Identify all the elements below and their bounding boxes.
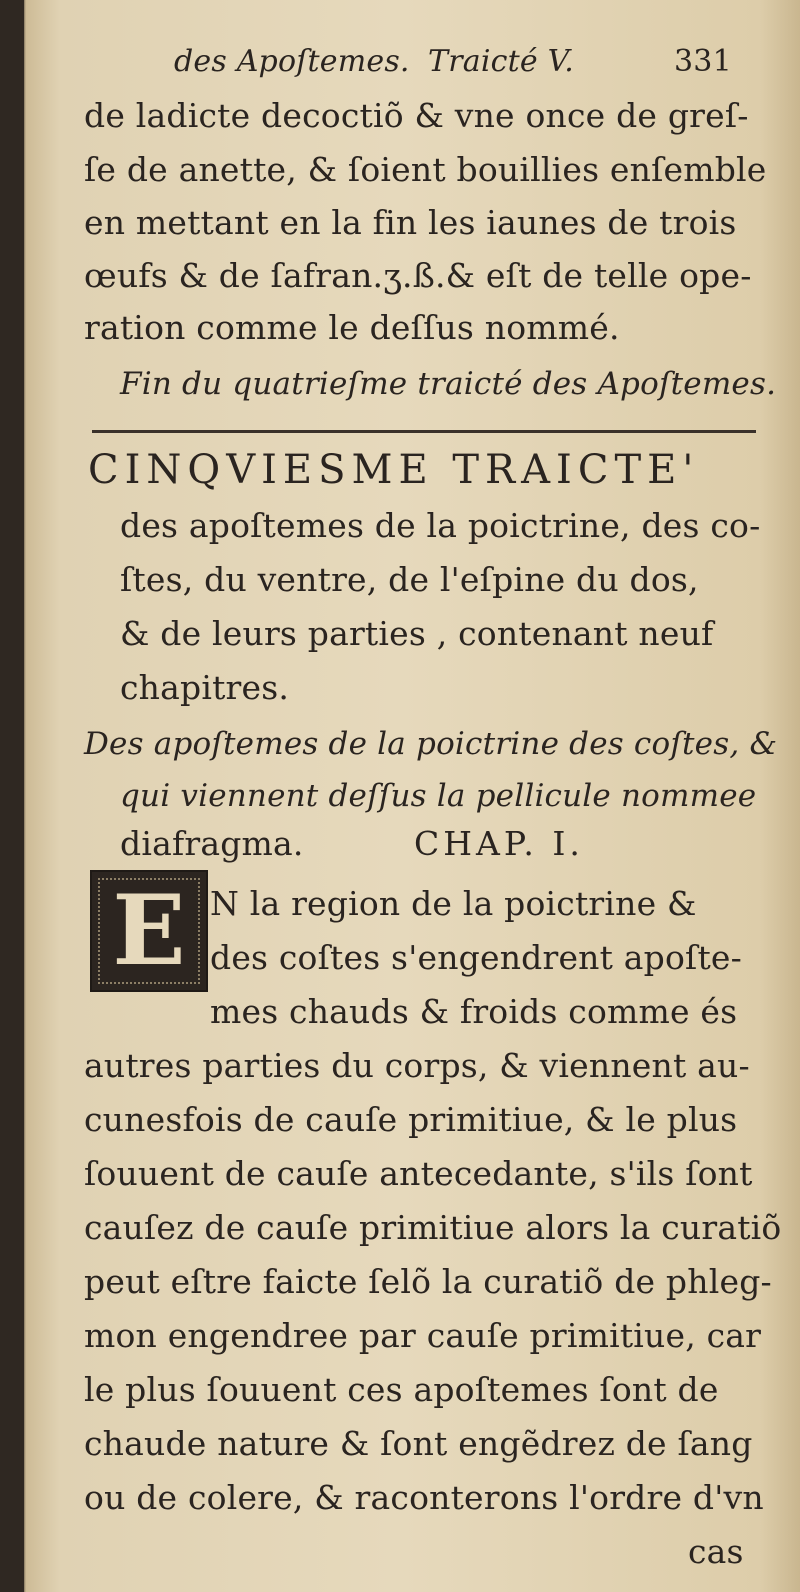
chapter-heading-line: qui viennent deſſus la pellicule nommee <box>120 778 757 814</box>
text-line: ſe de anette, & ſoient bouillies enſemble <box>84 150 767 189</box>
section-divider <box>92 430 756 433</box>
text-line: cauſez de cauſe primitiue alors la curatiõ <box>84 1208 782 1247</box>
section-subtitle-line: ſtes, du ventre, de l'eſpine du dos, <box>120 560 699 599</box>
text-line: peut eſtre faicte ſelõ la curatiõ de phleg- <box>84 1262 772 1301</box>
section-title: CINQVIESME TRAICTE' <box>88 447 700 493</box>
section-subtitle-line: & de leurs parties , contenant neuf <box>120 614 714 653</box>
text-line: le plus ſouuent ces apoſtemes ſont de <box>84 1370 719 1409</box>
book-spine <box>0 0 24 1592</box>
chapter-heading-line: diafragma. <box>120 824 304 863</box>
text-line: N la region de la poictrine & <box>210 884 697 923</box>
initial-ornament <box>98 878 200 984</box>
end-of-treatise-note: Fin du quatrieſme traicté des Apoſtemes. <box>120 366 777 402</box>
text-line: ſouuent de cauſe antecedante, s'ils ſont <box>84 1154 753 1193</box>
text-line: ration comme le deſſus nommé. <box>84 308 620 347</box>
text-line: ou de colere, & raconterons l'ordre d'vn <box>84 1478 764 1517</box>
text-line: cunesfois de cauſe primitiue, & le plus <box>84 1100 738 1139</box>
text-line: de ladicte decoctiõ & vne once de greſ- <box>84 96 749 135</box>
chapter-label: CHAP. I. <box>414 824 584 863</box>
text-line: des coſtes s'engendrent apoſte- <box>210 938 743 977</box>
text-line: mon engendree par cauſe primitiue, car <box>84 1316 762 1355</box>
catchword: cas <box>688 1532 744 1571</box>
text-line: mes chauds & froids comme és <box>210 992 738 1031</box>
text-line: en mettant en la fin les iaunes de trois <box>84 203 737 242</box>
drop-initial-letter: E <box>112 874 186 987</box>
chapter-heading-line: Des apoſtemes de la poictrine des coſtes, & <box>84 726 778 762</box>
section-subtitle-line: des apoſtemes de la poictrine, des co- <box>120 506 761 545</box>
section-subtitle-line: chapitres. <box>120 668 290 707</box>
text-line: autres parties du corps, & viennent au- <box>84 1046 750 1085</box>
page-number: 331 <box>674 44 732 79</box>
drop-initial <box>90 870 208 992</box>
text-line: œufs & de ſafran.ʒ.ß.& eſt de telle ope- <box>84 256 752 295</box>
running-head-treatise: Traicté V. <box>428 44 574 79</box>
text-line: chaude nature & ſont engẽdrez de ſang <box>84 1424 753 1463</box>
running-head-title: des Apoſtemes. <box>174 44 410 79</box>
